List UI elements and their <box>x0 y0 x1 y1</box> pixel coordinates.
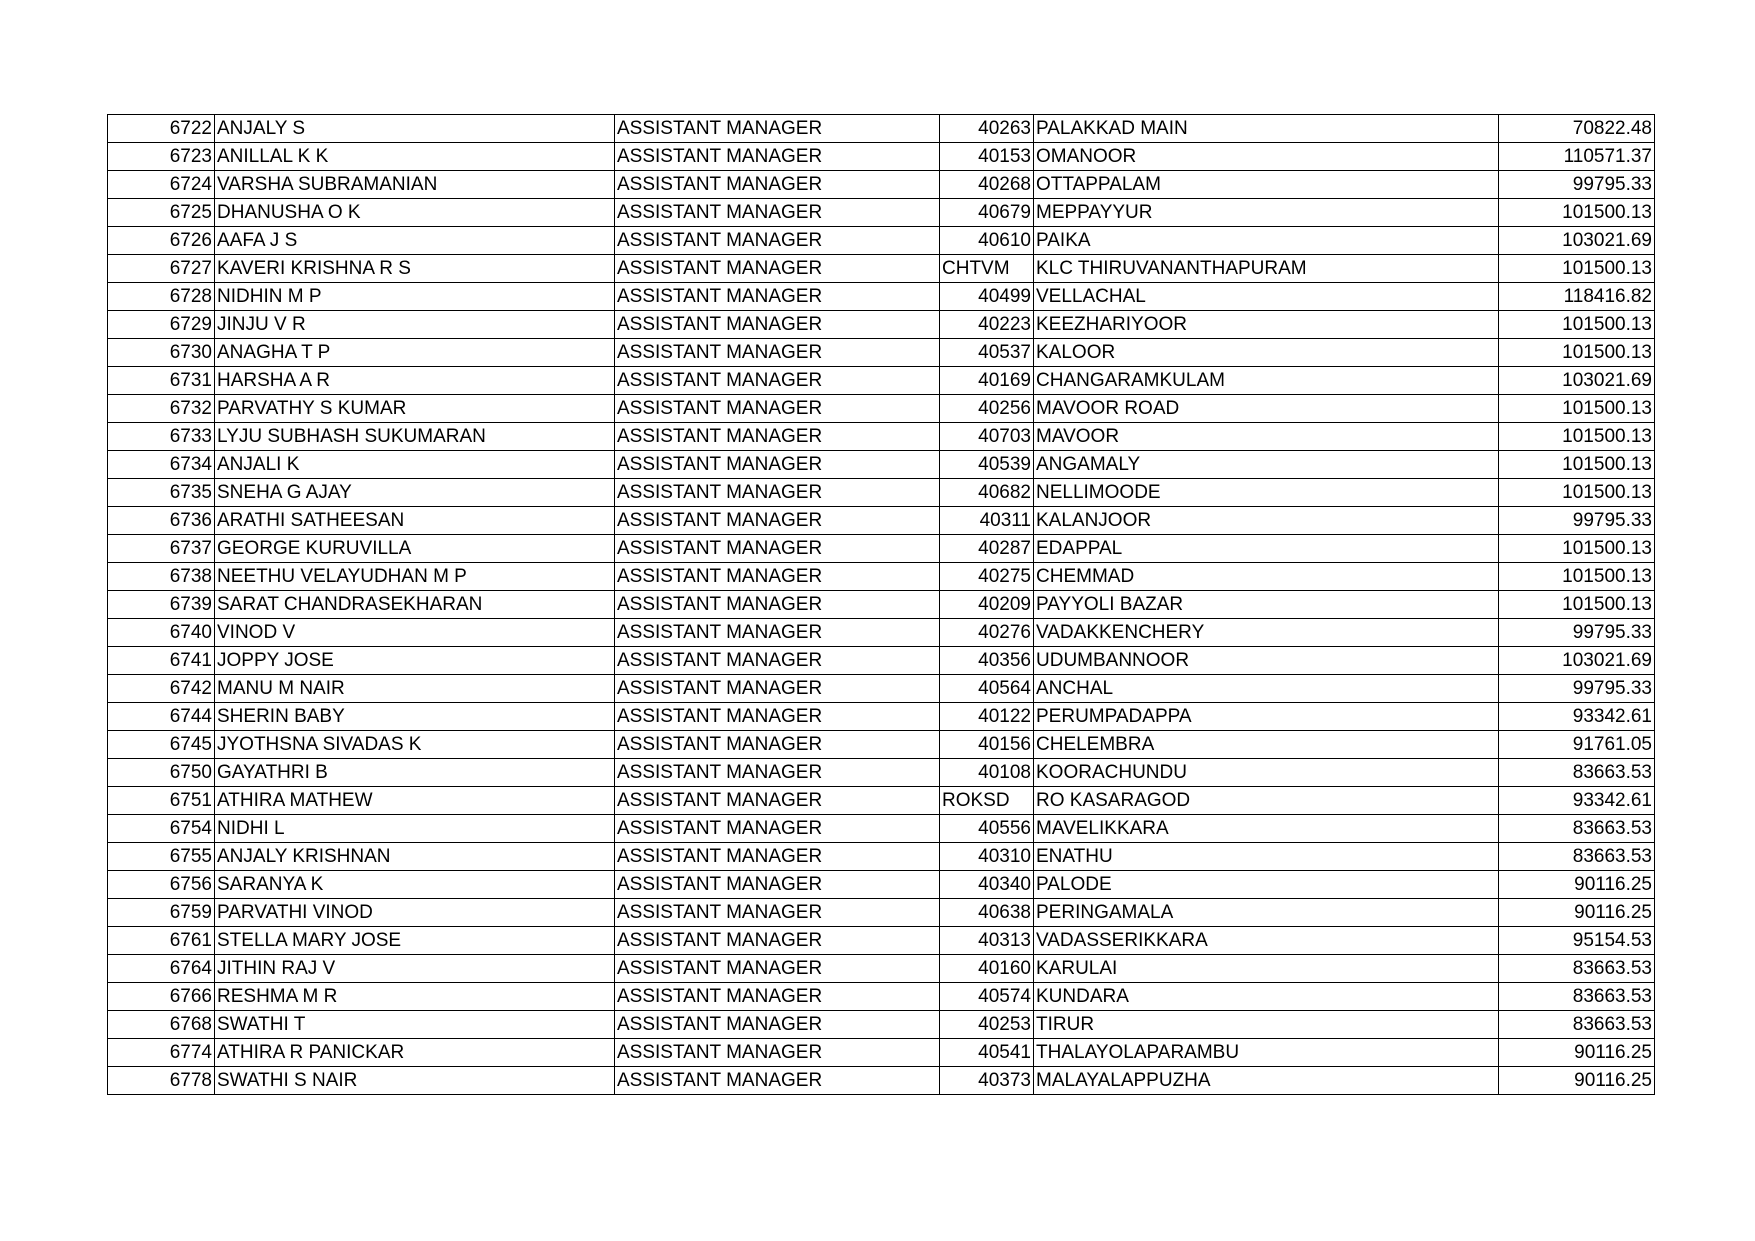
branch-name-cell: THALAYOLAPARAMBU <box>1034 1039 1499 1067</box>
table-row <box>108 171 1655 199</box>
amount-cell: 99795.33 <box>1499 675 1655 703</box>
branch-name-cell: PERUMPADAPPA <box>1034 703 1499 731</box>
branch-code-cell: 40160 <box>940 955 1034 983</box>
employee-name-cell: ANAGHA T P <box>215 339 615 367</box>
amount-cell: 95154.53 <box>1499 927 1655 955</box>
amount-cell: 70822.48 <box>1499 115 1655 143</box>
branch-name-cell: KARULAI <box>1034 955 1499 983</box>
amount-cell: 83663.53 <box>1499 983 1655 1011</box>
amount-cell: 83663.53 <box>1499 1011 1655 1039</box>
branch-code-cell: 40223 <box>940 311 1034 339</box>
branch-name-cell: RO KASARAGOD <box>1034 787 1499 815</box>
employee-id-cell: 6726 <box>108 227 215 255</box>
table-row <box>108 1039 1655 1067</box>
employee-id-cell: 6761 <box>108 927 215 955</box>
table-row <box>108 367 1655 395</box>
employee-id-cell: 6734 <box>108 451 215 479</box>
table-row <box>108 1011 1655 1039</box>
employee-id-cell: 6729 <box>108 311 215 339</box>
designation-cell: ASSISTANT MANAGER <box>615 563 940 591</box>
employee-id-cell: 6731 <box>108 367 215 395</box>
designation-cell: ASSISTANT MANAGER <box>615 143 940 171</box>
branch-code-cell: 40156 <box>940 731 1034 759</box>
table-row <box>108 507 1655 535</box>
employee-id-cell: 6724 <box>108 171 215 199</box>
table-row <box>108 675 1655 703</box>
amount-cell: 101500.13 <box>1499 199 1655 227</box>
table-row <box>108 759 1655 787</box>
table-row <box>108 563 1655 591</box>
branch-name-cell: PALAKKAD MAIN <box>1034 115 1499 143</box>
branch-code-cell: 40638 <box>940 899 1034 927</box>
branch-name-cell: EDAPPAL <box>1034 535 1499 563</box>
employee-name-cell: ATHIRA R PANICKAR <box>215 1039 615 1067</box>
designation-cell: ASSISTANT MANAGER <box>615 115 940 143</box>
amount-cell: 93342.61 <box>1499 787 1655 815</box>
branch-name-cell: CHEMMAD <box>1034 563 1499 591</box>
branch-name-cell: ANGAMALY <box>1034 451 1499 479</box>
employee-name-cell: SWATHI T <box>215 1011 615 1039</box>
branch-code-cell: 40256 <box>940 395 1034 423</box>
designation-cell: ASSISTANT MANAGER <box>615 1011 940 1039</box>
branch-code-cell: 40310 <box>940 843 1034 871</box>
employee-name-cell: JOPPY JOSE <box>215 647 615 675</box>
amount-cell: 103021.69 <box>1499 227 1655 255</box>
branch-code-cell: 40313 <box>940 927 1034 955</box>
branch-name-cell: PALODE <box>1034 871 1499 899</box>
employee-id-cell: 6739 <box>108 591 215 619</box>
branch-name-cell: KALANJOOR <box>1034 507 1499 535</box>
designation-cell: ASSISTANT MANAGER <box>615 199 940 227</box>
amount-cell: 101500.13 <box>1499 535 1655 563</box>
branch-code-cell: 40682 <box>940 479 1034 507</box>
branch-code-cell: 40537 <box>940 339 1034 367</box>
table-row <box>108 339 1655 367</box>
designation-cell: ASSISTANT MANAGER <box>615 675 940 703</box>
designation-cell: ASSISTANT MANAGER <box>615 451 940 479</box>
designation-cell: ASSISTANT MANAGER <box>615 367 940 395</box>
designation-cell: ASSISTANT MANAGER <box>615 815 940 843</box>
amount-cell: 83663.53 <box>1499 815 1655 843</box>
designation-cell: ASSISTANT MANAGER <box>615 983 940 1011</box>
branch-name-cell: KALOOR <box>1034 339 1499 367</box>
employee-id-cell: 6745 <box>108 731 215 759</box>
amount-cell: 101500.13 <box>1499 255 1655 283</box>
employee-name-cell: PARVATHI VINOD <box>215 899 615 927</box>
employee-name-cell: GEORGE KURUVILLA <box>215 535 615 563</box>
designation-cell: ASSISTANT MANAGER <box>615 535 940 563</box>
amount-cell: 101500.13 <box>1499 395 1655 423</box>
branch-name-cell: CHANGARAMKULAM <box>1034 367 1499 395</box>
amount-cell: 101500.13 <box>1499 423 1655 451</box>
branch-name-cell: MAVOOR ROAD <box>1034 395 1499 423</box>
employee-id-cell: 6755 <box>108 843 215 871</box>
employee-id-cell: 6740 <box>108 619 215 647</box>
table-row <box>108 927 1655 955</box>
table-row <box>108 899 1655 927</box>
amount-cell: 99795.33 <box>1499 619 1655 647</box>
amount-cell: 101500.13 <box>1499 479 1655 507</box>
branch-code-cell: 40541 <box>940 1039 1034 1067</box>
designation-cell: ASSISTANT MANAGER <box>615 899 940 927</box>
employee-id-cell: 6733 <box>108 423 215 451</box>
branch-code-cell: 40499 <box>940 283 1034 311</box>
table-row <box>108 395 1655 423</box>
branch-code-cell: 40610 <box>940 227 1034 255</box>
employee-id-cell: 6725 <box>108 199 215 227</box>
designation-cell: ASSISTANT MANAGER <box>615 843 940 871</box>
amount-cell: 90116.25 <box>1499 1067 1655 1095</box>
designation-cell: ASSISTANT MANAGER <box>615 619 940 647</box>
designation-cell: ASSISTANT MANAGER <box>615 647 940 675</box>
amount-cell: 103021.69 <box>1499 367 1655 395</box>
designation-cell: ASSISTANT MANAGER <box>615 703 940 731</box>
branch-code-cell: 40108 <box>940 759 1034 787</box>
table-row <box>108 283 1655 311</box>
employee-id-cell: 6741 <box>108 647 215 675</box>
branch-name-cell: KOORACHUNDU <box>1034 759 1499 787</box>
employee-id-cell: 6732 <box>108 395 215 423</box>
employee-name-cell: KAVERI KRISHNA R S <box>215 255 615 283</box>
table-row <box>108 143 1655 171</box>
employee-name-cell: VARSHA SUBRAMANIAN <box>215 171 615 199</box>
branch-code-cell: 40539 <box>940 451 1034 479</box>
branch-name-cell: ANCHAL <box>1034 675 1499 703</box>
employee-id-cell: 6738 <box>108 563 215 591</box>
designation-cell: ASSISTANT MANAGER <box>615 787 940 815</box>
table-row <box>108 1067 1655 1095</box>
table-row <box>108 591 1655 619</box>
employee-name-cell: SARANYA K <box>215 871 615 899</box>
employee-id-cell: 6722 <box>108 115 215 143</box>
amount-cell: 101500.13 <box>1499 311 1655 339</box>
employee-name-cell: SWATHI S NAIR <box>215 1067 615 1095</box>
branch-name-cell: PAYYOLI BAZAR <box>1034 591 1499 619</box>
employee-name-cell: VINOD V <box>215 619 615 647</box>
branch-code-cell: 40209 <box>940 591 1034 619</box>
employee-name-cell: GAYATHRI B <box>215 759 615 787</box>
table-row <box>108 647 1655 675</box>
branch-code-cell: 40564 <box>940 675 1034 703</box>
employee-name-cell: STELLA MARY JOSE <box>215 927 615 955</box>
employee-name-cell: NIDHIN M P <box>215 283 615 311</box>
branch-name-cell: VADAKKENCHERY <box>1034 619 1499 647</box>
employee-id-cell: 6736 <box>108 507 215 535</box>
employee-name-cell: JITHIN RAJ V <box>215 955 615 983</box>
branch-name-cell: UDUMBANNOOR <box>1034 647 1499 675</box>
employee-id-cell: 6727 <box>108 255 215 283</box>
branch-name-cell: MEPPAYYUR <box>1034 199 1499 227</box>
employee-id-cell: 6756 <box>108 871 215 899</box>
amount-cell: 99795.33 <box>1499 171 1655 199</box>
amount-cell: 90116.25 <box>1499 871 1655 899</box>
table-row <box>108 983 1655 1011</box>
branch-code-cell: 40253 <box>940 1011 1034 1039</box>
amount-cell: 118416.82 <box>1499 283 1655 311</box>
designation-cell: ASSISTANT MANAGER <box>615 591 940 619</box>
designation-cell: ASSISTANT MANAGER <box>615 507 940 535</box>
employee-name-cell: ANJALI K <box>215 451 615 479</box>
employee-name-cell: SHERIN BABY <box>215 703 615 731</box>
employee-name-cell: AAFA J S <box>215 227 615 255</box>
table-row <box>108 703 1655 731</box>
designation-cell: ASSISTANT MANAGER <box>615 927 940 955</box>
branch-name-cell: PERINGAMALA <box>1034 899 1499 927</box>
branch-name-cell: NELLIMOODE <box>1034 479 1499 507</box>
designation-cell: ASSISTANT MANAGER <box>615 255 940 283</box>
employee-name-cell: ATHIRA MATHEW <box>215 787 615 815</box>
branch-name-cell: CHELEMBRA <box>1034 731 1499 759</box>
branch-code-cell: 40356 <box>940 647 1034 675</box>
employee-name-cell: JYOTHSNA SIVADAS K <box>215 731 615 759</box>
employee-name-cell: NIDHI L <box>215 815 615 843</box>
designation-cell: ASSISTANT MANAGER <box>615 479 940 507</box>
employee-name-cell: ANILLAL K K <box>215 143 615 171</box>
amount-cell: 103021.69 <box>1499 647 1655 675</box>
amount-cell: 93342.61 <box>1499 703 1655 731</box>
designation-cell: ASSISTANT MANAGER <box>615 283 940 311</box>
designation-cell: ASSISTANT MANAGER <box>615 395 940 423</box>
designation-cell: ASSISTANT MANAGER <box>615 871 940 899</box>
table-row <box>108 227 1655 255</box>
employee-id-cell: 6764 <box>108 955 215 983</box>
branch-name-cell: VELLACHAL <box>1034 283 1499 311</box>
table-row <box>108 731 1655 759</box>
branch-name-cell: KLC THIRUVANANTHAPURAM <box>1034 255 1499 283</box>
branch-code-cell: 40574 <box>940 983 1034 1011</box>
branch-code-cell: 40373 <box>940 1067 1034 1095</box>
branch-code-cell: 40556 <box>940 815 1034 843</box>
table-row <box>108 479 1655 507</box>
employee-name-cell: SARAT CHANDRASEKHARAN <box>215 591 615 619</box>
employee-id-cell: 6742 <box>108 675 215 703</box>
branch-code-cell: 40169 <box>940 367 1034 395</box>
table-row <box>108 423 1655 451</box>
table-row <box>108 255 1655 283</box>
table-row <box>108 787 1655 815</box>
table-row <box>108 451 1655 479</box>
employee-name-cell: ANJALY KRISHNAN <box>215 843 615 871</box>
branch-name-cell: KUNDARA <box>1034 983 1499 1011</box>
employee-name-cell: ARATHI SATHEESAN <box>215 507 615 535</box>
employee-table-body <box>108 115 1655 1095</box>
amount-cell: 91761.05 <box>1499 731 1655 759</box>
employee-id-cell: 6750 <box>108 759 215 787</box>
amount-cell: 110571.37 <box>1499 143 1655 171</box>
table-row <box>108 311 1655 339</box>
designation-cell: ASSISTANT MANAGER <box>615 423 940 451</box>
amount-cell: 101500.13 <box>1499 591 1655 619</box>
branch-name-cell: KEEZHARIYOOR <box>1034 311 1499 339</box>
branch-code-cell: 40703 <box>940 423 1034 451</box>
employee-name-cell: JINJU V R <box>215 311 615 339</box>
branch-code-cell: CHTVM <box>940 255 1034 283</box>
amount-cell: 90116.25 <box>1499 899 1655 927</box>
designation-cell: ASSISTANT MANAGER <box>615 1067 940 1095</box>
employee-name-cell: SNEHA G AJAY <box>215 479 615 507</box>
designation-cell: ASSISTANT MANAGER <box>615 731 940 759</box>
branch-name-cell: PAIKA <box>1034 227 1499 255</box>
table-row <box>108 199 1655 227</box>
designation-cell: ASSISTANT MANAGER <box>615 1039 940 1067</box>
branch-name-cell: MALAYALAPPUZHA <box>1034 1067 1499 1095</box>
branch-code-cell: 40263 <box>940 115 1034 143</box>
employee-id-cell: 6737 <box>108 535 215 563</box>
employee-id-cell: 6754 <box>108 815 215 843</box>
designation-cell: ASSISTANT MANAGER <box>615 759 940 787</box>
table-row <box>108 535 1655 563</box>
employee-id-cell: 6768 <box>108 1011 215 1039</box>
branch-code-cell: 40153 <box>940 143 1034 171</box>
branch-code-cell: 40679 <box>940 199 1034 227</box>
employee-id-cell: 6774 <box>108 1039 215 1067</box>
branch-name-cell: OTTAPPALAM <box>1034 171 1499 199</box>
employee-name-cell: PARVATHY S KUMAR <box>215 395 615 423</box>
branch-code-cell: 40276 <box>940 619 1034 647</box>
branch-name-cell: OMANOOR <box>1034 143 1499 171</box>
designation-cell: ASSISTANT MANAGER <box>615 339 940 367</box>
employee-id-cell: 6778 <box>108 1067 215 1095</box>
employee-id-cell: 6735 <box>108 479 215 507</box>
branch-code-cell: 40340 <box>940 871 1034 899</box>
branch-code-cell: 40122 <box>940 703 1034 731</box>
amount-cell: 101500.13 <box>1499 339 1655 367</box>
designation-cell: ASSISTANT MANAGER <box>615 311 940 339</box>
branch-code-cell: ROKSD <box>940 787 1034 815</box>
table-row <box>108 955 1655 983</box>
table-row <box>108 619 1655 647</box>
employee-id-cell: 6744 <box>108 703 215 731</box>
branch-name-cell: ENATHU <box>1034 843 1499 871</box>
employee-name-cell: ANJALY S <box>215 115 615 143</box>
branch-code-cell: 40287 <box>940 535 1034 563</box>
employee-table <box>107 114 1655 1095</box>
amount-cell: 101500.13 <box>1499 451 1655 479</box>
amount-cell: 83663.53 <box>1499 843 1655 871</box>
amount-cell: 99795.33 <box>1499 507 1655 535</box>
employee-id-cell: 6759 <box>108 899 215 927</box>
branch-code-cell: 40311 <box>940 507 1034 535</box>
employee-name-cell: NEETHU VELAYUDHAN M P <box>215 563 615 591</box>
branch-name-cell: MAVOOR <box>1034 423 1499 451</box>
employee-id-cell: 6751 <box>108 787 215 815</box>
branch-name-cell: VADASSERIKKARA <box>1034 927 1499 955</box>
amount-cell: 83663.53 <box>1499 955 1655 983</box>
amount-cell: 101500.13 <box>1499 563 1655 591</box>
branch-name-cell: MAVELIKKARA <box>1034 815 1499 843</box>
designation-cell: ASSISTANT MANAGER <box>615 955 940 983</box>
branch-code-cell: 40268 <box>940 171 1034 199</box>
employee-id-cell: 6728 <box>108 283 215 311</box>
employee-id-cell: 6723 <box>108 143 215 171</box>
employee-id-cell: 6730 <box>108 339 215 367</box>
table-row <box>108 115 1655 143</box>
table-row <box>108 871 1655 899</box>
employee-name-cell: DHANUSHA O K <box>215 199 615 227</box>
designation-cell: ASSISTANT MANAGER <box>615 227 940 255</box>
designation-cell: ASSISTANT MANAGER <box>615 171 940 199</box>
employee-name-cell: HARSHA A R <box>215 367 615 395</box>
table-row <box>108 843 1655 871</box>
branch-code-cell: 40275 <box>940 563 1034 591</box>
amount-cell: 83663.53 <box>1499 759 1655 787</box>
employee-id-cell: 6766 <box>108 983 215 1011</box>
amount-cell: 90116.25 <box>1499 1039 1655 1067</box>
table-row <box>108 815 1655 843</box>
employee-name-cell: RESHMA M R <box>215 983 615 1011</box>
branch-name-cell: TIRUR <box>1034 1011 1499 1039</box>
employee-name-cell: LYJU SUBHASH SUKUMARAN <box>215 423 615 451</box>
employee-name-cell: MANU M NAIR <box>215 675 615 703</box>
